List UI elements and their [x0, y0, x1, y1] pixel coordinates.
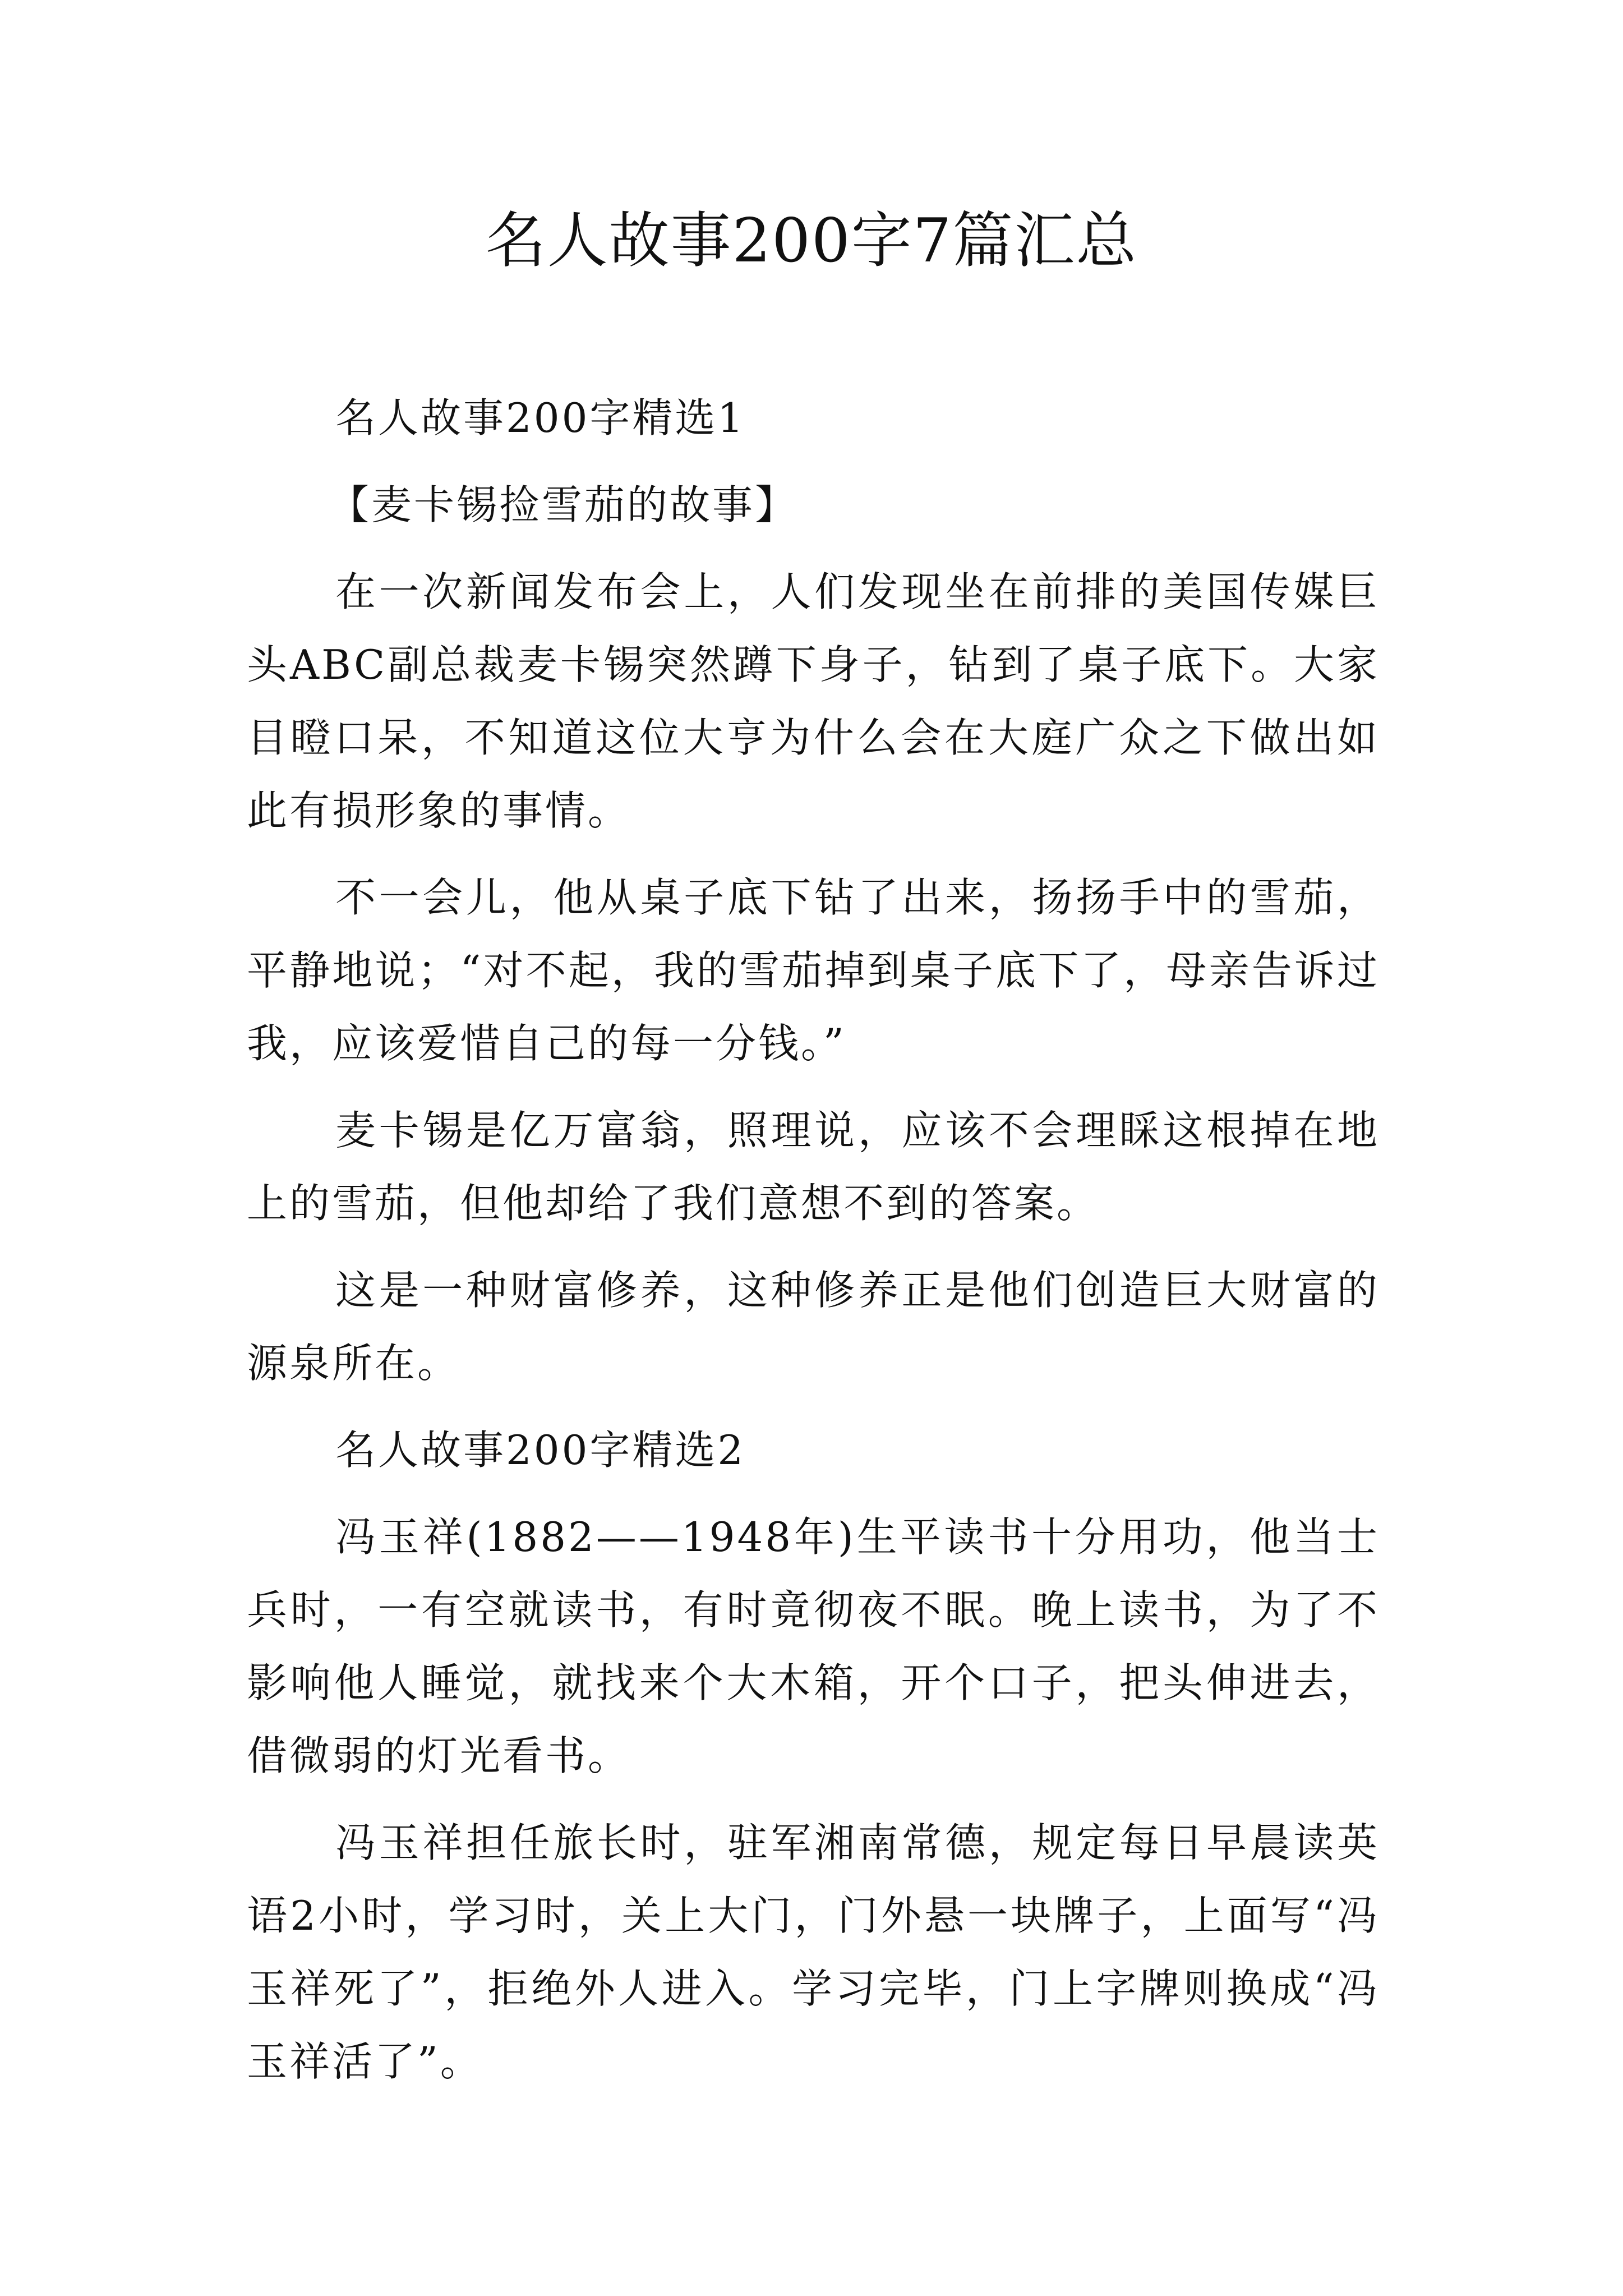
body-paragraph: 这是一种财富修养，这种修养正是他们创造巨大财富的源泉所在。 — [247, 1267, 1380, 1387]
body-paragraph: 冯玉祥(1882——1948年)生平读书十分用功，他当士兵时，一有空就读书，有时竟彻夜不眠。晚上读书，为了不影响他人睡觉，就找来个大木箱，开个口子，把头伸进去，借微弱的灯光看书。 — [247, 1513, 1380, 1779]
body-paragraph: 麦卡锡是亿万富翁，照理说，应该不会理睬这根掉在地上的雪茄，但他却给了我们意想不到的答案。 — [247, 1107, 1380, 1227]
document-body — [247, 381, 1380, 2112]
body-paragraph: 不一会儿，他从桌子底下钻了出来，扬扬手中的雪茄，平静地说；“对不起，我的雪茄掉到桌子底下了，母亲告诉过我，应该爱惜自己的每一分钱。” — [247, 874, 1380, 1067]
body-paragraph: 在一次新闻发布会上，人们发现坐在前排的美国传媒巨头ABC副总裁麦卡锡突然蹲下身子，钻到了桌子底下。大家目瞪口呆，不知道这位大亨为什么会在大庭广众之下做出如此有损形象的事情。 — [247, 568, 1380, 834]
story-title: 【麦卡锡捡雪茄的故事】 — [329, 481, 798, 528]
body-paragraph: 冯玉祥担任旅长时，驻军湘南常德，规定每日早晨读英语2小时，学习时，关上大门，门外悬一块牌子，上面写“冯玉祥死了”，拒绝外人进入。学习完毕，门上字牌则换成“冯玉祥活了”。 — [247, 1819, 1380, 2085]
section-heading: 名人故事200字精选1 — [335, 394, 746, 441]
document-title: 名人故事200字7篇汇总 — [485, 206, 1138, 276]
section-heading: 名人故事200字精选2 — [335, 1427, 746, 1474]
